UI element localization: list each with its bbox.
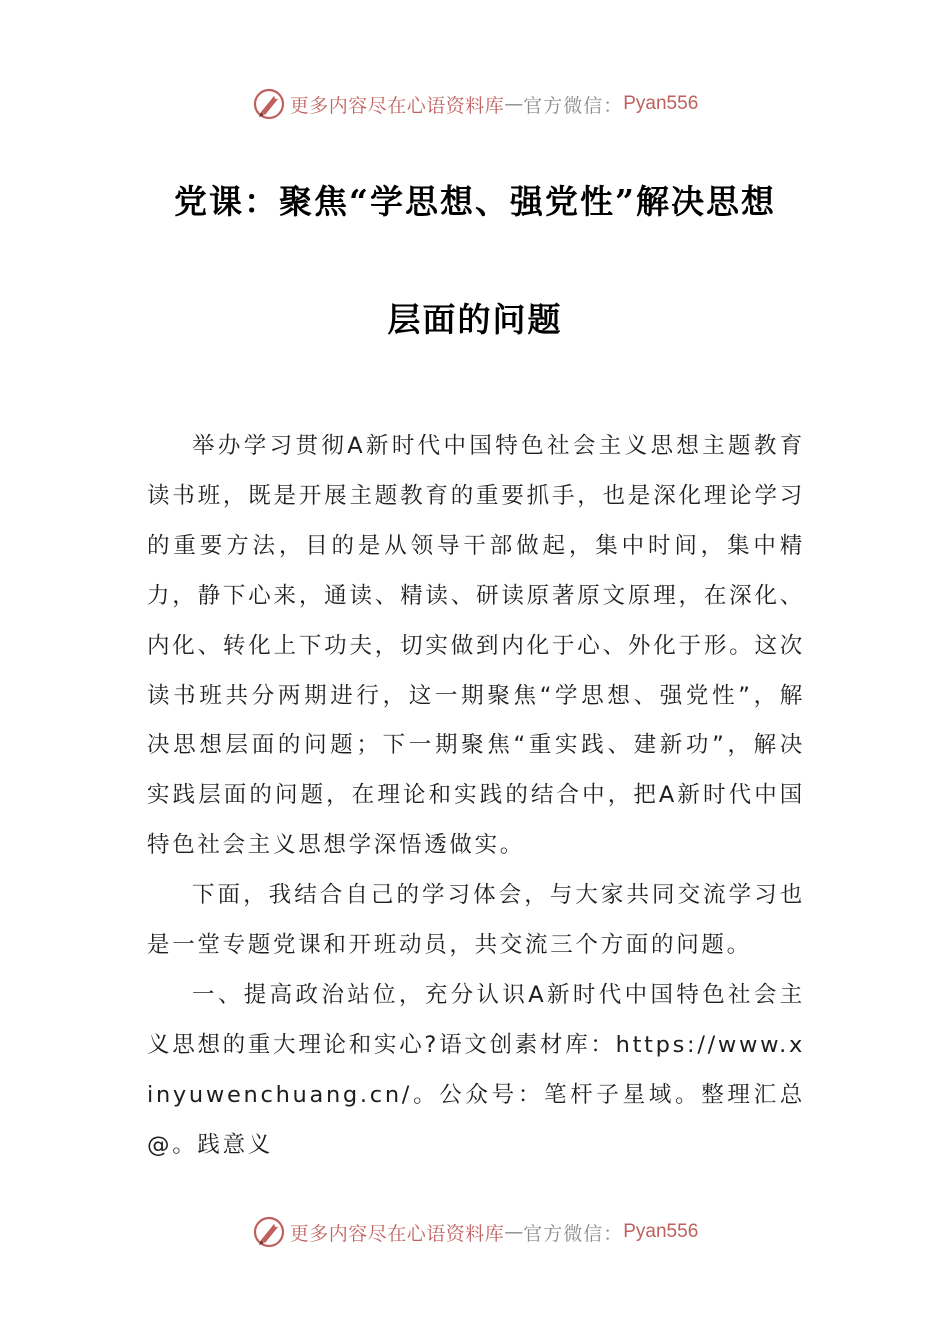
body-paragraph-3: 一、提高政治站位，充分认识A新时代中国特色社会主义思想的重大理论和实心?语文创素材库：https://www.xinyuwenchuang.cn/。公众号：笔杆子星域。整理汇总@。践意义 [147,981,805,1158]
pen-logo-icon [252,87,286,121]
body-paragraph-1: 举办学习贯彻A新时代中国特色社会主义思想主题教育读书班，既是开展主题教育的重要抓手，也是深化理论学习的重要方法，目的是从领导干部做起，集中时间，集中精力，静下心来，通读、精读、研读原著原文原理，在深化、内化、转化上下功夫，切实做到内化于心、外化于形。这次读书班共分两期进行，这一期聚焦“学思想、强党性”，解决思想层面的问题；下一期聚焦“重实践、建新功”，解决实践层面的问题，在理论和实践的结合中，把A新时代中国特色社会主义思想学深悟透做实。 [147,433,805,859]
header-banner [0,84,950,124]
footer-slogan: 更多内容尽在心语资料库 [289,1222,505,1245]
header-wechat-id: Pyan556 [623,93,699,114]
footer-banner [0,1212,950,1252]
footer-dash: — [504,1221,524,1243]
footer-wechat-label: 官方微信： [523,1222,624,1245]
header-dash: — [504,93,524,115]
body-paragraph-2: 下面，我结合自己的学习体会，与大家共同交流学习也是一堂专题党课和开班动员，共交流三个方面的问题。 [147,882,805,959]
pen-logo-icon [252,1215,286,1249]
document-title-line-2: 层面的问题 [387,300,563,339]
footer-wechat-id: Pyan556 [623,1221,699,1242]
document-title-line-1: 党课：聚焦“学思想、强党性”解决思想 [174,182,776,221]
header-slogan: 更多内容尽在心语资料库 [289,94,505,117]
header-wechat-label: 官方微信： [523,94,624,117]
document-body [147,422,805,1171]
